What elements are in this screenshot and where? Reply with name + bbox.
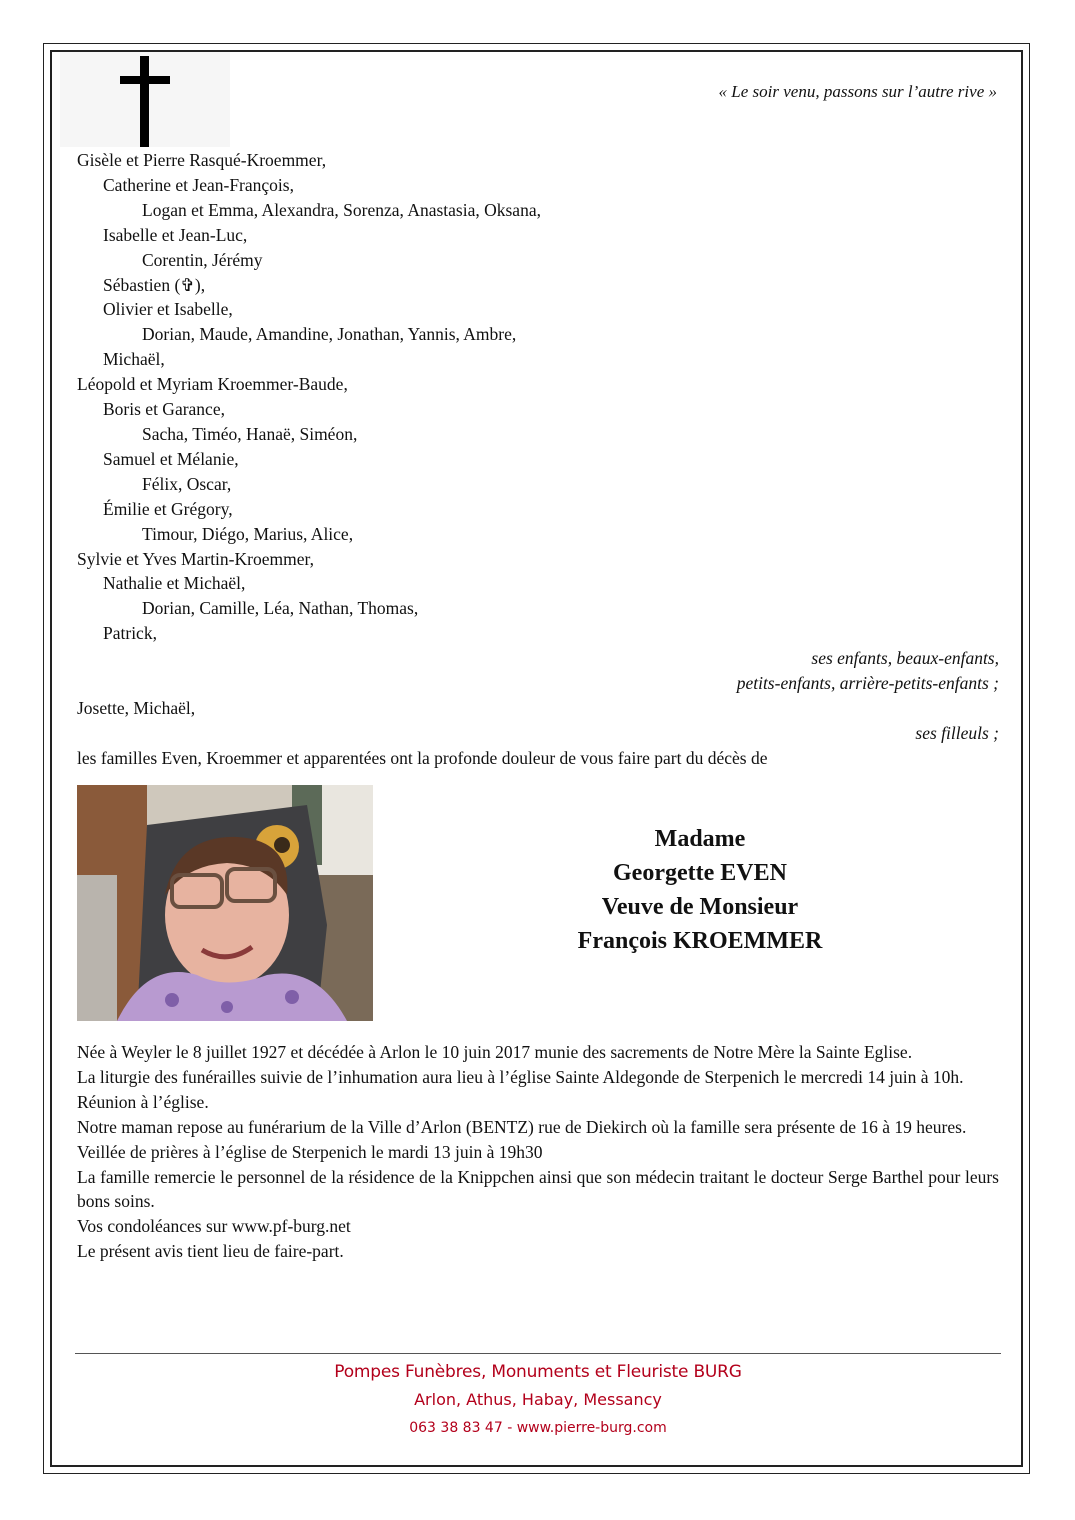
family-line: Sylvie et Yves Martin-Kroemmer, xyxy=(77,548,314,569)
family-line: Boris et Garance, xyxy=(103,399,225,420)
notice-text: Le présent avis tient lieu de faire-part. xyxy=(77,1241,344,1262)
deceased-title: Madame xyxy=(654,826,746,852)
family-line: Logan et Emma, Alexandra, Sorenza, Anastasia, Oksana, xyxy=(142,199,541,220)
deceased-name: Georgette EVEN xyxy=(613,860,787,886)
family-line: Timour, Diégo, Marius, Alice, xyxy=(142,523,354,544)
family-line: Dorian, Maude, Amandine, Jonathan, Yannis, Ambre, xyxy=(142,324,517,345)
family-line: Isabelle et Jean-Luc, xyxy=(103,224,248,245)
deceased-widow-of: Veuve de Monsieur xyxy=(601,894,799,920)
announcement: les familles Even, Kroemmer et apparentées ont la profonde douleur de vous faire part du décès de xyxy=(77,747,768,768)
relation-godchildren: ses filleuls ; xyxy=(915,722,999,743)
family-line: Sacha, Timéo, Hanaë, Siméon, xyxy=(142,423,358,444)
funeral-home-locations: Arlon, Athus, Habay, Messancy xyxy=(414,1390,662,1409)
family-line: Corentin, Jérémy xyxy=(142,249,263,270)
family-line: Michaël, xyxy=(103,349,165,370)
godchildren: Josette, Michaël, xyxy=(77,697,196,718)
cross-icon xyxy=(60,52,230,147)
spouse-name: François KROEMMER xyxy=(577,928,823,954)
family-line: Léopold et Myriam Kroemmer-Baude, xyxy=(77,374,348,395)
portrait-photo xyxy=(77,785,373,1021)
footer xyxy=(75,1358,1001,1442)
family-line: Sébastien (✞), xyxy=(103,274,206,295)
family-line: Nathalie et Michaël, xyxy=(103,573,246,594)
family-list xyxy=(77,148,999,771)
birth-death-info: Née à Weyler le 8 juillet 1927 et décédée à Arlon le 10 juin 2017 munie des sacrements de Notre Mère la Sainte Eglise. xyxy=(77,1042,913,1062)
liturgy-info: La liturgie des funérailles suivie de l’inhumation aura lieu à l’église Sainte Aldegonde de Sterpenich le mercredi 14 juin à 10h. xyxy=(77,1066,964,1087)
condolences-link[interactable]: Vos condoléances sur www.pf-burg.net xyxy=(77,1216,351,1237)
family-line: Catherine et Jean-François, xyxy=(103,174,294,195)
funerarium-info: Notre maman repose au funérarium de la Ville d’Arlon (BENTZ) rue de Diekirch où la famille sera présente de 16 à 19 heures. xyxy=(77,1116,967,1137)
family-line: Patrick, xyxy=(103,623,157,644)
funeral-home-name: Pompes Funèbres, Monuments et Fleuriste BURG xyxy=(334,1362,742,1382)
funeral-details xyxy=(77,1040,999,1264)
family-line: Dorian, Camille, Léa, Nathan, Thomas, xyxy=(142,598,419,619)
family-line: Olivier et Isabelle, xyxy=(103,299,233,320)
relation-children-1: ses enfants, beaux-enfants, xyxy=(811,648,999,669)
family-line: Émilie et Grégory, xyxy=(103,498,233,519)
relation-children-2: petits-enfants, arrière-petits-enfants ; xyxy=(736,673,999,694)
family-line: Gisèle et Pierre Rasqué-Kroemmer, xyxy=(77,150,327,170)
vigil-info: Veillée de prières à l’église de Sterpenich le mardi 13 juin à 19h30 xyxy=(77,1141,543,1162)
family-line: Samuel et Mélanie, xyxy=(103,448,239,469)
family-line: Félix, Oscar, xyxy=(142,473,232,494)
funeral-home-contact[interactable]: 063 38 83 47 - www.pierre-burg.com xyxy=(409,1420,667,1436)
deceased-name-block xyxy=(505,822,895,958)
epigraph: « Le soir venu, passons sur l’autre rive » xyxy=(718,82,997,101)
thanks-info: La famille remercie le personnel de la résidence de la Knippchen ainsi que son médecin traitant le docteur Serge Barthel pour leurs bons soins. xyxy=(77,1166,999,1212)
meeting-info: Réunion à l’église. xyxy=(77,1091,209,1112)
footer-divider xyxy=(75,1353,1001,1354)
